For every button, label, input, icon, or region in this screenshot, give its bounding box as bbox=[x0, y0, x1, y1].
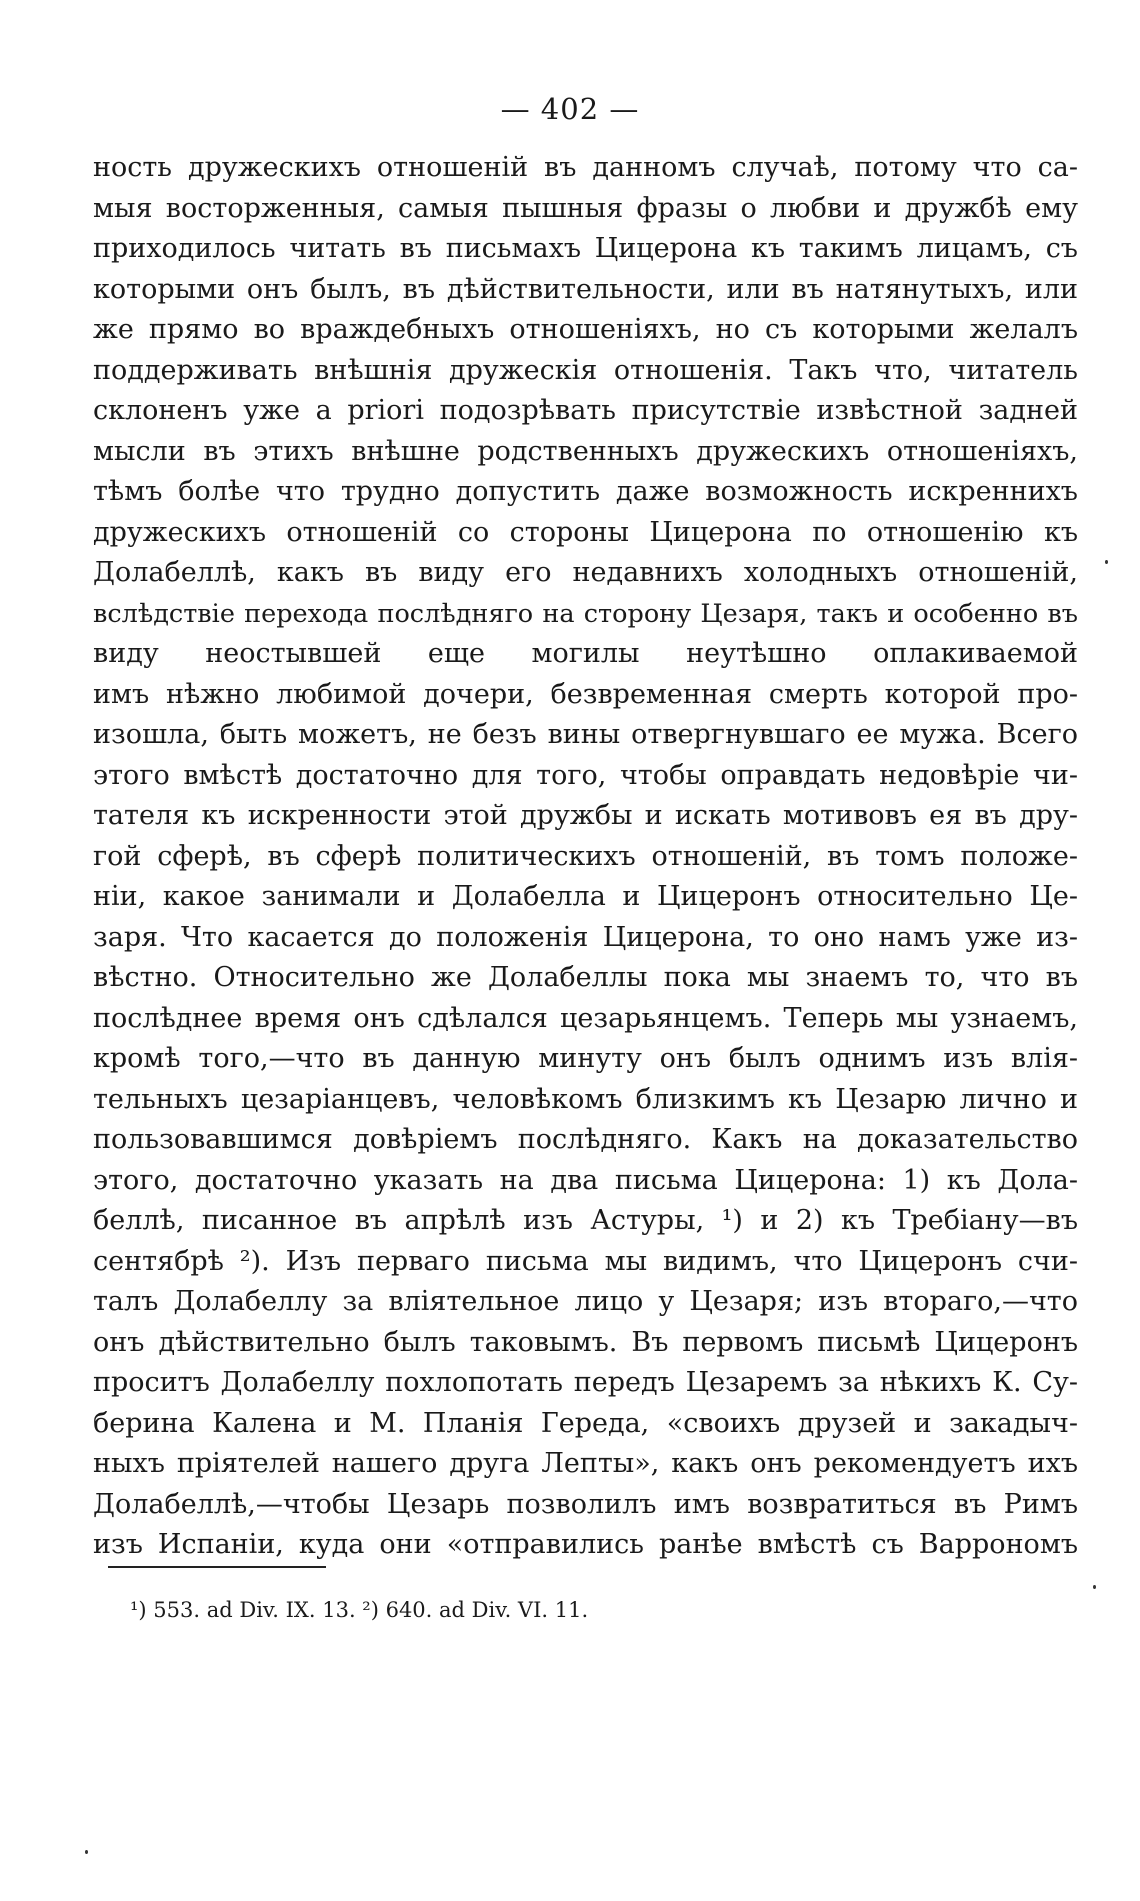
text-line: вслѣдствiе перехода послѣдняго на сторону Цезаря, такъ и особенно въ bbox=[93, 598, 1078, 629]
text-line: послѣднее время онъ сдѣлался цезарьянцемъ. Теперь мы узнаемъ, bbox=[93, 1002, 1078, 1034]
text-line: склоненъ уже a priori подозрѣвать присутствiе извѣстной задней bbox=[93, 395, 1078, 426]
text-line: талъ Долабеллу за влiятельное лицо у Цезаря; изъ втораго,—что bbox=[93, 1286, 1078, 1317]
text-line: заря. Что касается до положенiя Цицерона, то оно намъ уже из- bbox=[93, 921, 1078, 953]
footnote: ¹) 553. ad Div. IX. 13. ²) 640. ad Div. VI. 11. bbox=[130, 1598, 589, 1622]
text-line: ныхъ прiятелей нашего друга Лепты», какъ онъ рекомендуетъ ихъ bbox=[93, 1448, 1078, 1479]
text-line: ность дружескихъ отношенiй въ данномъ случаѣ, потому что са- bbox=[93, 152, 1078, 183]
page-number: — 402 — bbox=[500, 92, 640, 126]
text-line: тателя къ искренности этой дружбы и искать мотивовъ ея въ дру- bbox=[93, 800, 1078, 831]
body-text bbox=[93, 148, 1078, 1566]
text-line: этого вмѣстѣ достаточно для того, чтобы оправдать недовѣрiе чи- bbox=[93, 759, 1078, 791]
text-line: приходилось читать въ письмахъ Цицерона къ такимъ лицамъ, съ bbox=[93, 233, 1078, 264]
text-line: мысли въ этихъ внѣшне родственныхъ дружескихъ отношенiяхъ, bbox=[93, 435, 1078, 467]
text-line: сентябрѣ ²). Изъ перваго письма мы видимъ, что Цицеронъ счи- bbox=[93, 1245, 1078, 1277]
text-line: гой сферѣ, въ сферѣ политическихъ отношенiй, въ томъ положе- bbox=[93, 840, 1078, 872]
text-line: же прямо во враждебныхъ отношенiяхъ, но съ которыми желалъ bbox=[93, 314, 1078, 345]
footnote-divider bbox=[108, 1566, 326, 1568]
text-line: виду неостывшей еще могилы неутѣшно оплакиваемой bbox=[93, 638, 1078, 669]
text-line: вѣстно. Относительно же Долабеллы пока мы знаемъ то, что въ bbox=[93, 962, 1078, 993]
text-line: нiи, какое занимали и Долабелла и Цицеронъ относительно Це- bbox=[93, 881, 1078, 912]
text-line: дружескихъ отношенiй со стороны Цицерона по отношенiю къ bbox=[93, 516, 1078, 548]
text-line: онъ дѣйствительно былъ таковымъ. Въ первомъ письмѣ Цицеронъ bbox=[93, 1326, 1078, 1358]
text-line: Долабеллѣ,—чтобы Цезарь позволилъ имъ возвратиться въ Римъ bbox=[93, 1488, 1078, 1520]
text-line: кромѣ того,—что въ данную минуту онъ былъ однимъ изъ влiя- bbox=[93, 1043, 1078, 1074]
text-line: Долабеллѣ, какъ въ виду его недавнихъ холодныхъ отношенiй, bbox=[93, 557, 1078, 588]
text-line: тельныхъ цезарiанцевъ, человѣкомъ близкимъ къ Цезарю лично и bbox=[93, 1083, 1078, 1115]
text-line: этого, достаточно указать на два письма Цицерона: 1) къ Дола- bbox=[93, 1164, 1078, 1196]
text-line: изошла, быть можетъ, не безъ вины отвергнувшаго ее мужа. Всего bbox=[93, 719, 1078, 750]
text-line: проситъ Долабеллу похлопотать передъ Цезаремъ за нѣкихъ К. Су- bbox=[93, 1367, 1078, 1398]
ink-speck bbox=[85, 1850, 88, 1854]
text-line: мыя восторженныя, самыя пышныя фразы о любви и дружбѣ ему bbox=[93, 192, 1078, 224]
text-line: беллѣ, писанное въ апрѣлѣ изъ Астуры, ¹) и 2) къ Требiану—въ bbox=[93, 1205, 1078, 1236]
text-line: имъ нѣжно любимой дочери, безвременная смерть которой про- bbox=[93, 678, 1078, 710]
ink-speck bbox=[1105, 560, 1108, 564]
text-line: берина Калена и М. Планiя Гереда, «своихъ друзей и закадыч- bbox=[93, 1407, 1078, 1439]
text-line: изъ Испанiи, куда они «отправились ранѣе вмѣстѣ съ Варрономъ bbox=[93, 1529, 1078, 1560]
text-line: тѣмъ болѣе что трудно допустить даже возможность искреннихъ bbox=[93, 476, 1078, 507]
text-line: пользовавшимся довѣрiемъ послѣдняго. Какъ на доказательство bbox=[93, 1124, 1078, 1155]
ink-speck bbox=[1093, 1585, 1096, 1589]
text-line: которыми онъ былъ, въ дѣйствительности, или въ натянутыхъ, или bbox=[93, 273, 1078, 305]
text-line: поддерживать внѣшнiя дружескiя отношенiя. Такъ что, читатель bbox=[93, 354, 1078, 386]
